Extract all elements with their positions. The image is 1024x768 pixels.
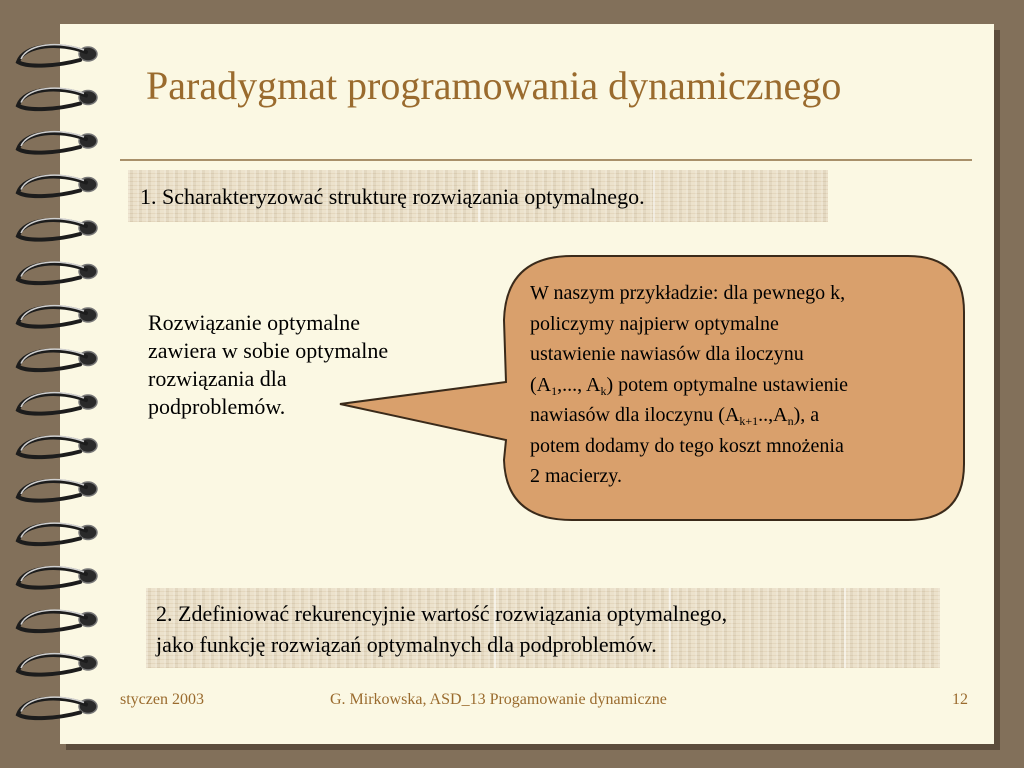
callout-fragment: ), a	[793, 404, 820, 426]
left-text-line: rozwiązania dla	[148, 366, 287, 391]
slide-title: Paradygmat programowania dynamicznego	[146, 63, 842, 108]
callout-fragment: ..,A	[758, 404, 788, 426]
subscript: n	[787, 414, 794, 428]
footer-page-number: 12	[952, 691, 968, 708]
footer-date: styczen 2003	[120, 691, 204, 708]
step1-text: 1. Scharakteryzować strukturę rozwiązania optymalnego.	[140, 184, 645, 209]
step1-panel	[128, 170, 828, 222]
subscript: k+1	[739, 414, 759, 428]
spiral-ring	[18, 132, 97, 153]
spiral-ring	[18, 88, 97, 109]
step2-line: jako funkcję rozwiązań optymalnych dla podproblemów.	[156, 632, 657, 657]
callout-line: W naszym przykładzie: dla pewnego k,	[530, 282, 846, 304]
subscript: k	[600, 383, 607, 398]
spiral-ring	[18, 262, 97, 283]
spiral-ring	[18, 654, 97, 675]
footer-center: G. Mirkowska, ASD_13 Progamowanie dynamiczne	[330, 691, 667, 708]
callout-text	[530, 278, 848, 492]
callout-line	[530, 400, 848, 431]
step2-text	[156, 598, 727, 660]
spiral-ring	[18, 393, 97, 414]
callout-line: 2 macierzy.	[530, 465, 622, 487]
callout-line: potem dodamy do tego koszt mnożenia	[530, 434, 844, 457]
spiral-binding-icon	[0, 0, 110, 768]
panel-seam	[844, 588, 846, 668]
callout-fragment: ,..., A	[557, 373, 601, 396]
spiral-ring	[18, 697, 97, 718]
spiral-ring	[18, 45, 97, 66]
callout-fragment: nawiasów dla iloczynu (A	[530, 404, 740, 426]
callout-line: policzymy najpierw optymalne	[530, 312, 779, 335]
spiral-ring	[18, 480, 97, 501]
title-divider	[120, 159, 972, 161]
callout-fragment: (A	[530, 373, 552, 396]
step2-line: 2. Zdefiniować rekurencyjnie wartość rozwiązania optymalnego,	[156, 601, 728, 626]
left-text-line: podproblemów.	[148, 394, 286, 419]
callout-line: ustawienie nawiasów dla iloczynu	[530, 343, 804, 365]
callout-fragment: ) potem optymalne ustawienie	[606, 373, 849, 396]
left-text-line: zawiera w sobie optymalne	[148, 338, 389, 363]
spiral-ring	[18, 306, 97, 327]
spiral-ring	[18, 436, 97, 457]
callout-line	[530, 370, 848, 401]
spiral-ring	[18, 523, 97, 544]
step2-panel	[146, 588, 940, 668]
spiral-ring	[18, 349, 97, 370]
spiral-ring	[18, 610, 97, 631]
spiral-ring	[18, 175, 97, 196]
subscript: 1	[551, 383, 558, 398]
left-text-line: Rozwiązanie optymalne	[148, 310, 360, 335]
panel-seam	[653, 170, 655, 222]
spiral-ring	[18, 567, 97, 588]
spiral-ring	[18, 219, 97, 240]
